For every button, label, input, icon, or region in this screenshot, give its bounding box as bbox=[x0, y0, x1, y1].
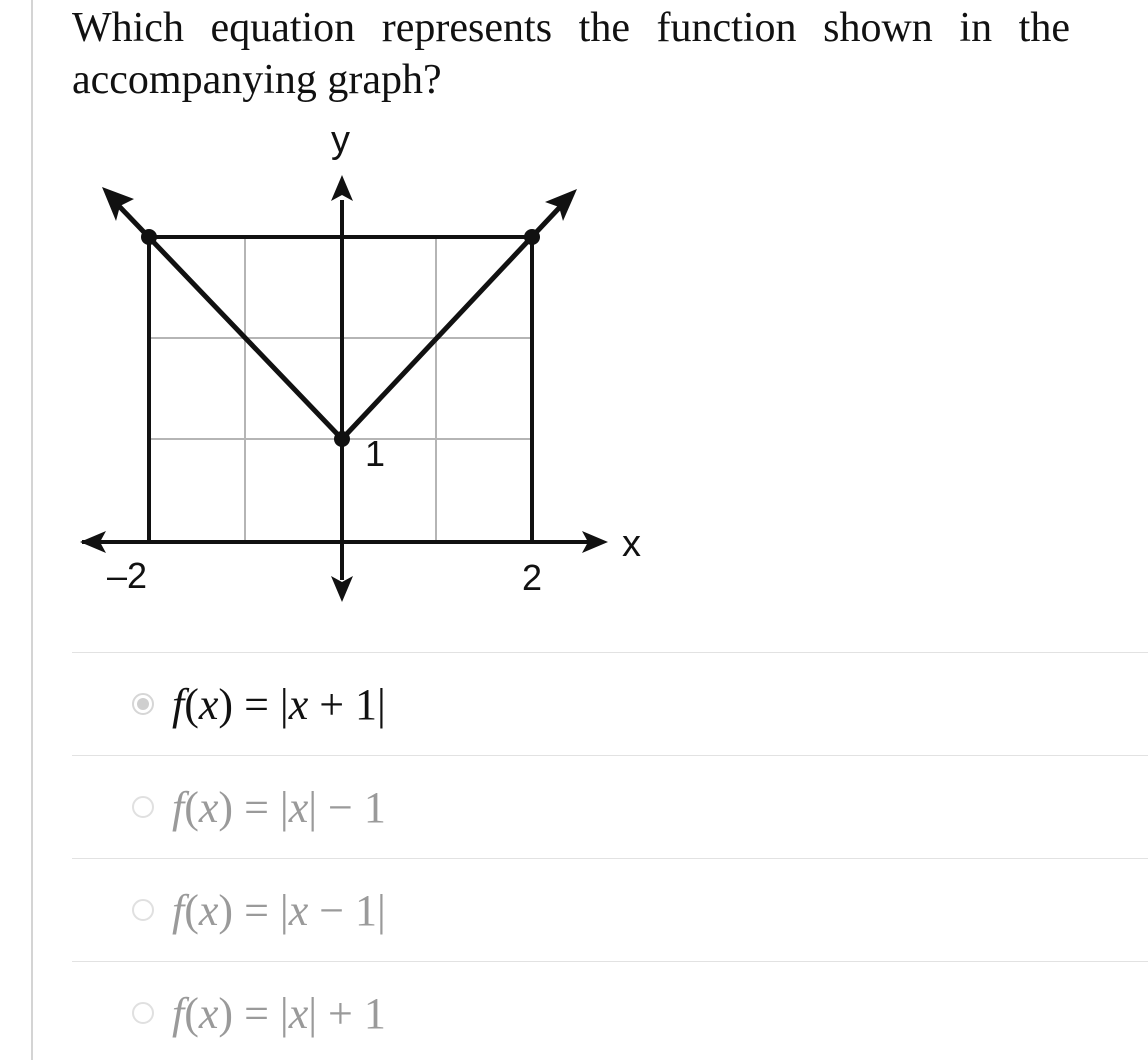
vertex-point bbox=[334, 431, 350, 447]
answer-choices bbox=[72, 652, 1148, 1060]
point-neg2-3 bbox=[141, 229, 157, 245]
y-axis-label: y bbox=[331, 119, 350, 161]
radio-button[interactable] bbox=[132, 796, 154, 818]
choice-equation: f(x) = |x − 1| bbox=[172, 886, 386, 935]
answer-choice-3[interactable] bbox=[72, 859, 1148, 962]
radio-button[interactable] bbox=[132, 899, 154, 921]
point-2-3 bbox=[524, 229, 540, 245]
x-axis-label: x bbox=[622, 523, 641, 565]
answer-choice-1[interactable] bbox=[72, 653, 1148, 756]
radio-button[interactable] bbox=[132, 693, 154, 715]
answer-choice-4[interactable] bbox=[72, 962, 1148, 1060]
choice-equation: f(x) = |x| + 1 bbox=[172, 989, 386, 1038]
left-border bbox=[31, 0, 33, 1060]
question-text: Which equation represents the function shown in the accompanying graph? bbox=[72, 5, 1070, 103]
choice-equation: f(x) = |x + 1| bbox=[172, 680, 386, 729]
vertex-label: 1 bbox=[365, 433, 386, 474]
function-graph bbox=[60, 110, 660, 620]
x-tick-label-2: 2 bbox=[522, 557, 543, 598]
y-axis-up-arrowhead bbox=[331, 175, 353, 201]
x-tick-label-neg2: –2 bbox=[107, 555, 148, 596]
choice-equation: f(x) = |x| − 1 bbox=[172, 783, 386, 832]
answer-choice-2[interactable] bbox=[72, 756, 1148, 859]
radio-button[interactable] bbox=[132, 1002, 154, 1024]
